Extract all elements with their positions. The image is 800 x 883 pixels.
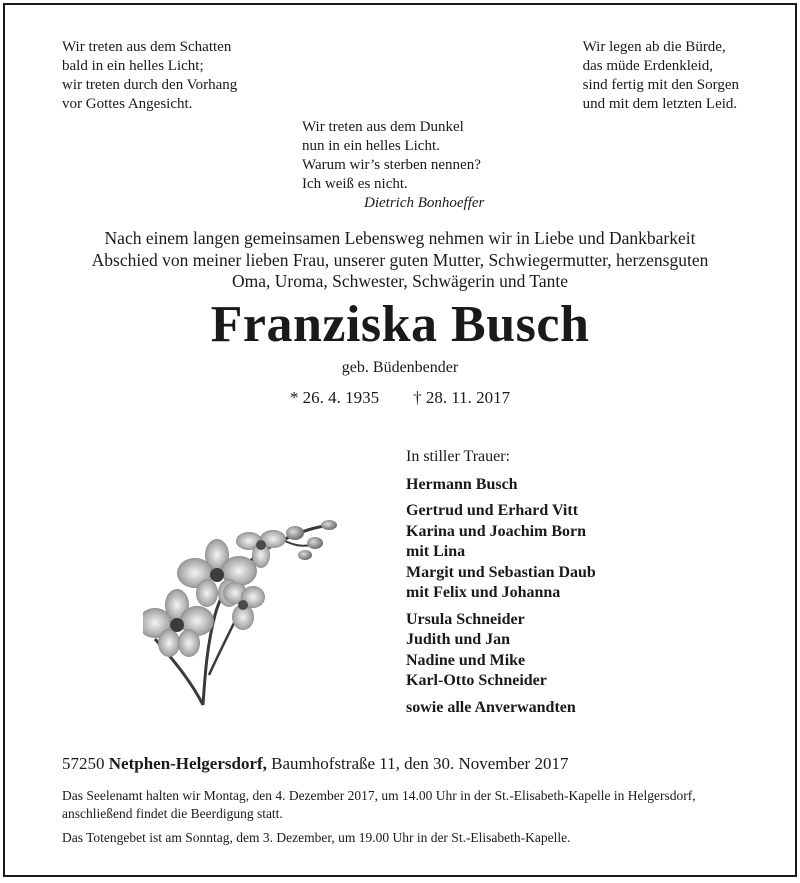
- mourner-line: Hermann Busch: [406, 475, 518, 493]
- mourner-line: Judith und Jan: [406, 631, 511, 648]
- birth-date: * 26. 4. 1935: [289, 388, 380, 407]
- poem-line: vor Gottes Angesicht.: [62, 96, 193, 112]
- mourner-line: mit Lina: [406, 543, 466, 560]
- poem-line: Warum wir’s sterben nennen?: [302, 157, 481, 173]
- poem-right: [583, 38, 739, 114]
- announcement-text: [5, 228, 795, 293]
- mourner-line: Nadine und Mike: [406, 651, 526, 669]
- announcement-line: Oma, Uroma, Schwester, Schwägerin und Tante: [232, 271, 568, 291]
- poem-left: [62, 38, 237, 114]
- mourner-group: [406, 501, 596, 604]
- mourner-line: Karina und Joachim Born: [406, 522, 587, 540]
- announcement-line: Nach einem langen gemeinsamen Lebensweg nehmen wir in Liebe und Dankbarkeit: [104, 228, 696, 248]
- poem-line: Ich weiß es nicht.: [302, 176, 408, 192]
- mourner-group: [406, 698, 596, 719]
- poem-line: das müde Erdenkleid,: [582, 58, 714, 74]
- requiem-note: Das Seelenamt halten wir Montag, den 4. Dezember 2017, um 14.00 Uhr in der St.-Elisabeth-Kapelle in Helgersdorf, anschließend findet die Beerdigung statt.: [62, 788, 696, 821]
- death-date: † 28. 11. 2017: [413, 388, 511, 407]
- poem-line: bald in ein helles Licht;: [62, 58, 204, 74]
- mourner-group: [406, 610, 596, 692]
- mourner-line: Margit und Sebastian Daub: [406, 563, 596, 581]
- mourner-group: [406, 475, 596, 496]
- mourner-line: mit Felix und Johanna: [406, 584, 561, 601]
- poem-line: nun in ein helles Licht.: [302, 138, 440, 154]
- mourners-intro: In stiller Trauer:: [406, 448, 510, 465]
- address-city: Netphen-Helgersdorf,: [108, 754, 267, 773]
- address-zip: 57250: [62, 754, 105, 773]
- poem-line: sind fertig mit den Sorgen: [582, 77, 739, 93]
- announcement-line: Abschied von meiner lieben Frau, unserer guten Mutter, Schwiegermutter, herzensguten: [91, 249, 709, 270]
- poem-center: [302, 118, 484, 213]
- poem-line: wir treten durch den Vorhang: [62, 77, 238, 93]
- mourner-line: Gertrud und Erhard Vitt: [406, 502, 579, 519]
- birth-name: geb. Büdenbender: [341, 359, 459, 376]
- poem-line: Wir treten aus dem Dunkel: [302, 119, 464, 135]
- mourner-line: Karl-Otto Schneider: [406, 672, 547, 689]
- poem-author: Dietrich Bonhoeffer: [364, 195, 485, 211]
- deceased-name: Franziska Busch: [210, 296, 590, 353]
- life-dates: [5, 388, 795, 408]
- mourner-line: sowie alle Anverwandten: [406, 698, 576, 716]
- address-line: [62, 754, 568, 774]
- poem-line: Wir treten aus dem Schatten: [62, 39, 232, 55]
- poem-line: Wir legen ab die Bürde,: [582, 39, 726, 55]
- mourner-line: Ursula Schneider: [406, 610, 525, 628]
- service-notes: [62, 787, 752, 853]
- obituary-notice: [3, 3, 797, 877]
- poem-line: und mit dem letzten Leid.: [582, 96, 738, 112]
- address-street-date: Baumhofstraße 11, den 30. November 2017: [271, 754, 569, 773]
- mourners-list: [406, 447, 596, 724]
- orchid-image: [143, 515, 343, 715]
- prayer-note: Das Totengebet ist am Sonntag, dem 3. Dezember, um 19.00 Uhr in der St.-Elisabeth-Kapelle.: [62, 830, 571, 845]
